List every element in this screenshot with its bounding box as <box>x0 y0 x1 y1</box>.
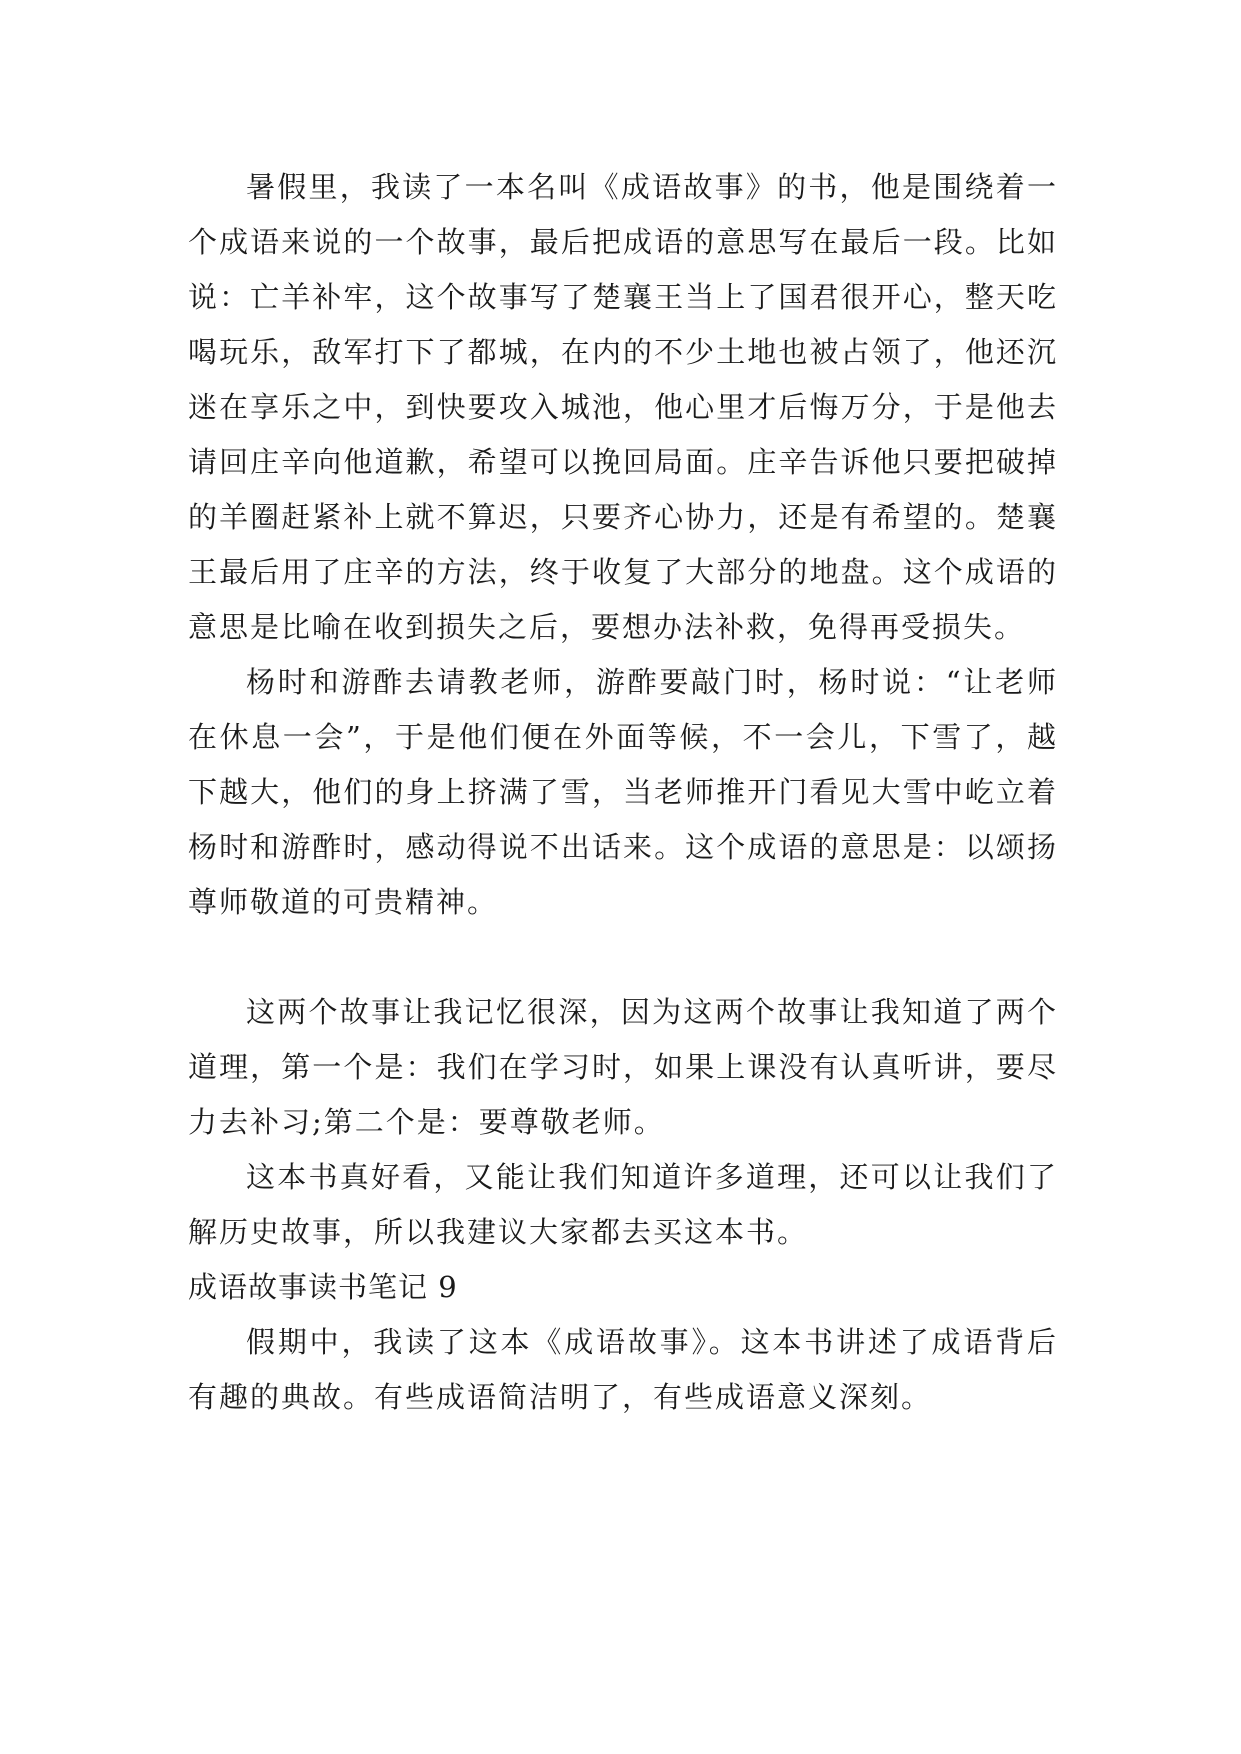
paragraph-idiom-story-1: 暑假里，我读了一本名叫《成语故事》的书，他是围绕着一个成语来说的一个故事，最后把成语的意思写在最后一段。比如说：亡羊补牢，这个故事写了楚襄王当上了国君很开心，整天吃喝玩乐，敌军打下了都城，在内的不少土地也被占领了，他还沉迷在享乐之中，到快要攻入城池，他心里才后悔万分，于是他去请回庄辛向他道歉，希望可以挽回局面。庄辛告诉他只要把破掉的羊圈赶紧补上就不算迟，只要齐心协力，还是有希望的。楚襄王最后用了庄辛的方法，终于收复了大部分的地盘。这个成语的意思是比喻在收到损失之后，要想办法补救，免得再受损失。 <box>188 170 1058 644</box>
paragraph-recommendation: 这本书真好看，又能让我们知道许多道理，还可以让我们了解历史故事，所以我建议大家都去买这本书。 <box>188 1160 1058 1249</box>
document-body <box>188 160 1058 1425</box>
paragraph-spacer <box>188 930 1058 985</box>
paragraph-lessons: 这两个故事让我记忆很深，因为这两个故事让我知道了两个道理，第一个是：我们在学习时，如果上课没有认真听讲，要尽力去补习;第二个是：要尊敬老师。 <box>188 995 1058 1139</box>
paragraph-idiom-story-2: 杨时和游酢去请教老师，游酢要敲门时，杨时说：“让老师在休息一会”，于是他们便在外面等候，不一会儿，下雪了，越下越大，他们的身上挤满了雪，当老师推开门看见大雪中屹立着杨时和游酢时，感动得说不出话来。这个成语的意思是：以颂扬尊师敬道的可贵精神。 <box>188 665 1058 919</box>
paragraph-holiday-reading: 假期中，我读了这本《成语故事》。这本书讲述了成语背后有趣的典故。有些成语简洁明了，有些成语意义深刻。 <box>188 1325 1058 1414</box>
section-heading: 成语故事读书笔记 9 <box>188 1270 458 1304</box>
